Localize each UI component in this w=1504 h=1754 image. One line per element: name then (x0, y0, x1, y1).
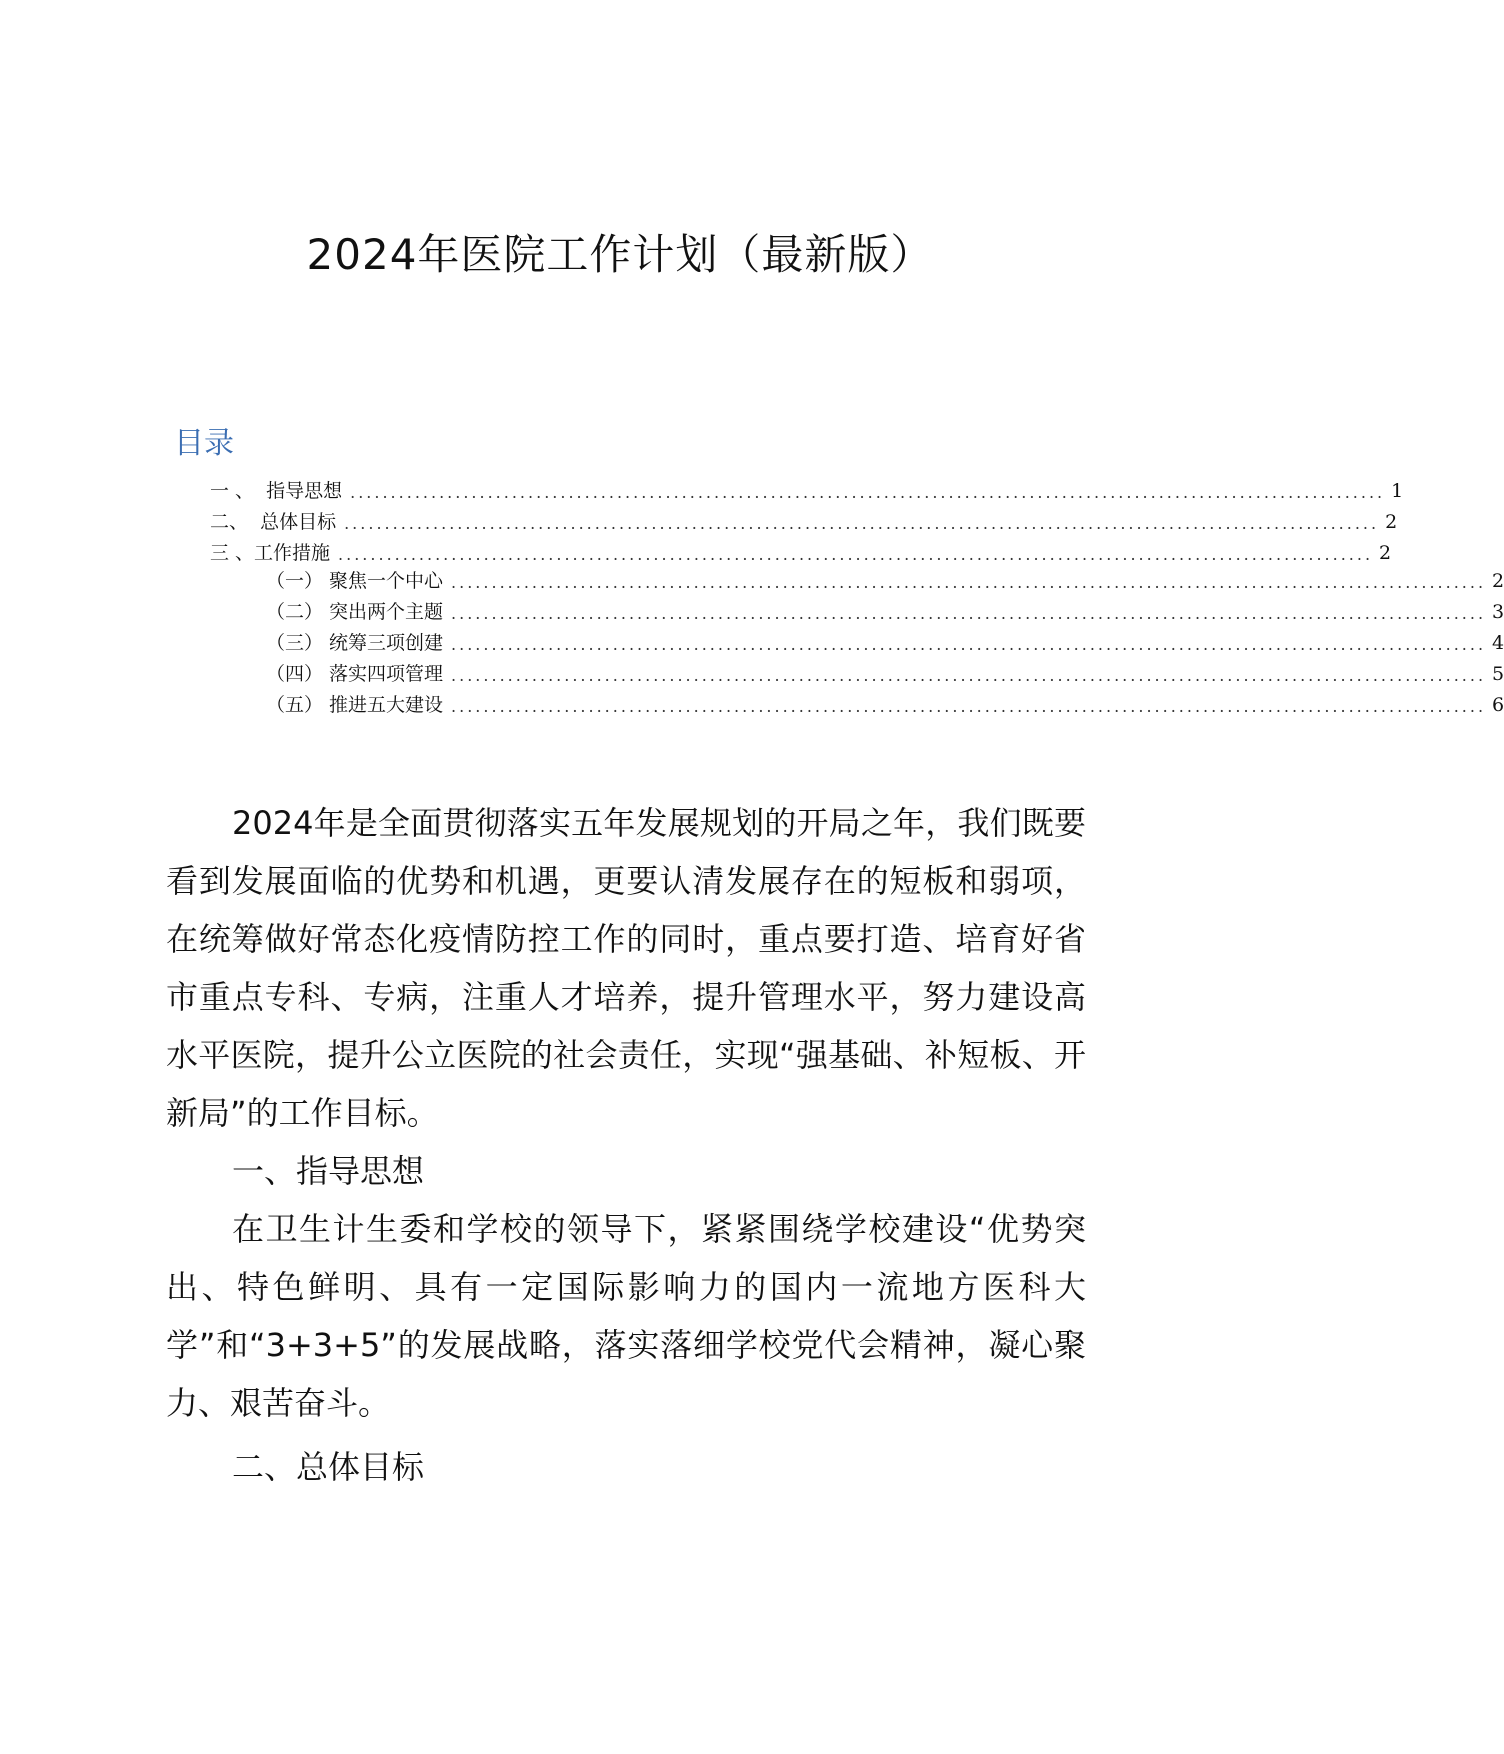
toc-entry-page: 2 (1492, 570, 1504, 592)
toc-entry-label: （五） 推进五大建设 (266, 694, 444, 716)
toc-entry-page: 1 (1391, 480, 1404, 502)
section-heading-overall-goals: 二、总体目标 (232, 1448, 425, 1486)
toc-entry[interactable] (266, 568, 1504, 594)
toc-entry[interactable] (266, 692, 1504, 718)
toc-entry-page: 6 (1492, 694, 1504, 716)
toc-entry-page: 2 (1379, 542, 1392, 564)
toc-entry-label: （四） 落实四项管理 (266, 663, 444, 685)
toc-entry-page: 4 (1492, 632, 1504, 654)
document-body (166, 794, 1086, 1496)
toc-entry-label: （三） 统筹三项创建 (266, 632, 444, 654)
guiding-ideology-paragraph: 在卫生计生委和学校的领导下，紧紧围绕学校建设“优势突出、特色鲜明、具有一定国际影响力的国内一流地方医科大学”和“3+3+5”的发展战略，落实落细学校党代会精神，凝心聚力、艰苦奋斗。 (166, 1210, 1086, 1422)
toc-entry-label: 三 、工作措施 (210, 542, 331, 564)
toc-entry[interactable] (266, 661, 1504, 687)
toc-entry[interactable] (266, 630, 1504, 656)
toc-entry[interactable] (210, 540, 1392, 566)
toc-entry-page: 5 (1492, 663, 1504, 685)
toc-heading: 目录 (174, 426, 234, 461)
intro-paragraph: 2024年是全面贯彻落实五年发展规划的开局之年，我们既要看到发展面临的优势和机遇，更要认清发展存在的短板和弱项，在统筹做好常态化疫情防控工作的同时，重点要打造、培育好省市重点专科、专病，注重人才培养，提升管理水平，努力建设高水平医院，提升公立医院的社会责任，实现“强基础、补短板、开新局”的工作目标。 (166, 804, 1086, 1132)
document-title: 2024年医院工作计划（最新版） (306, 230, 934, 279)
toc-entry-page: 3 (1492, 601, 1504, 623)
toc-entry-page: 2 (1385, 511, 1398, 533)
toc-leader-dots: ................................................................................................................................ (451, 697, 1487, 716)
toc-entry-label: （一） 聚焦一个中心 (266, 570, 444, 592)
toc-entry[interactable] (266, 599, 1504, 625)
toc-leader-dots: ................................................................................................................................ (344, 514, 1380, 533)
toc-entry-label: 二、 总体目标 (210, 511, 337, 533)
toc-leader-dots: ................................................................................................................................ (451, 573, 1487, 592)
toc-leader-dots: ................................................................................................................................ (350, 483, 1386, 502)
toc-leader-dots: ................................................................................................................................ (451, 604, 1487, 623)
toc-entry[interactable] (210, 478, 1404, 504)
toc-entry[interactable] (210, 509, 1398, 535)
toc-leader-dots: ................................................................................................................................ (451, 635, 1487, 654)
toc-entry-label: 一 、 指导思想 (210, 480, 343, 502)
toc-entry-label: （二） 突出两个主题 (266, 601, 444, 623)
toc-leader-dots: ................................................................................................................................ (451, 666, 1487, 685)
toc-leader-dots: ................................................................................................................................ (338, 545, 1374, 564)
section-heading-guiding-ideology: 一、指导思想 (232, 1152, 425, 1190)
